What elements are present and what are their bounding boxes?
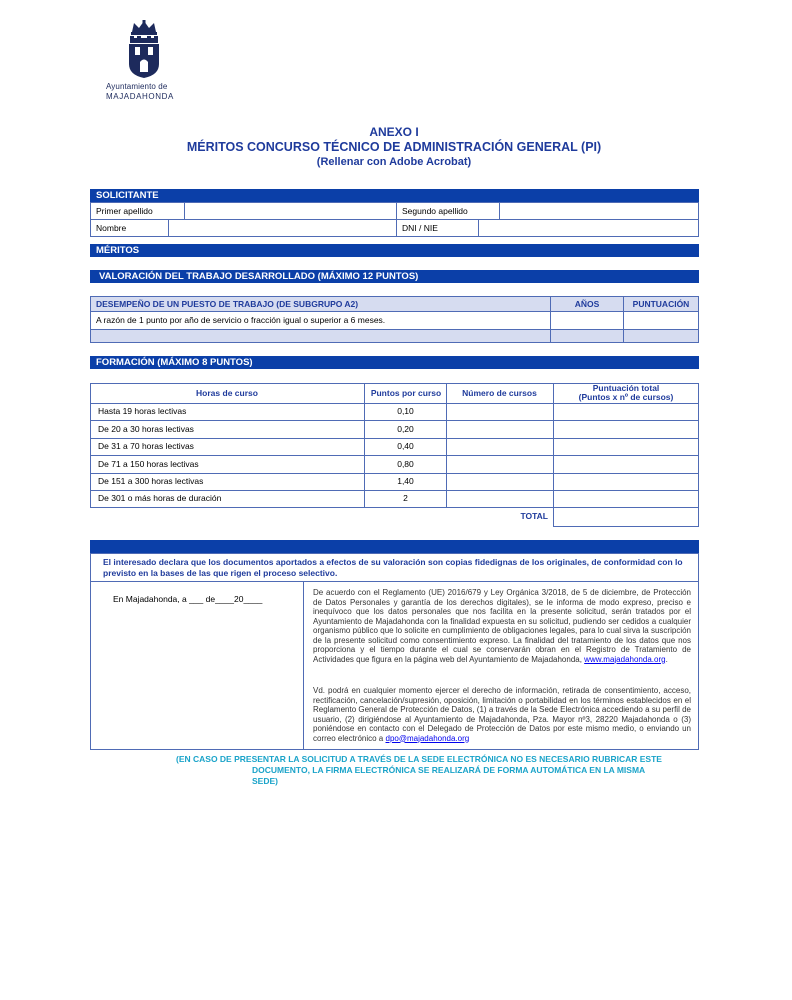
- input-dni[interactable]: [479, 220, 698, 236]
- row-points-5: 1,40: [397, 476, 414, 486]
- section-meritos: MÉRITOS: [90, 244, 699, 257]
- row-hours-3: De 31 a 70 horas lectivas: [98, 441, 194, 451]
- input-num-cursos-4[interactable]: [447, 456, 553, 473]
- section-formacion: FORMACIÓN (MÁXIMO 8 PUNTOS): [90, 356, 699, 369]
- work-experience-table: [90, 296, 699, 343]
- section-declaration-bar: [90, 540, 699, 553]
- input-segundo-apellido[interactable]: [500, 203, 698, 219]
- input-total-sum[interactable]: [554, 508, 698, 526]
- document-title: MÉRITOS CONCURSO TÉCNICO DE ADMINISTRACIÓN GENERAL (PI): [186, 140, 602, 154]
- data-protection-text-2: [313, 686, 691, 743]
- input-num-cursos-6[interactable]: [447, 491, 553, 507]
- declaration-box: [90, 553, 699, 750]
- label-nombre: Nombre: [96, 223, 127, 233]
- row-points-4: 0,80: [397, 459, 414, 469]
- dpo-email-link[interactable]: dpo@majadahonda.org: [385, 733, 470, 743]
- total-label: TOTAL: [520, 511, 548, 521]
- row-points-3: 0,40: [397, 441, 414, 451]
- declaration-text: El interesado declara que los documentos aportados a efectos de su valoración son copias fidedignas de los originales, de conformidad con lo previsto en la bases de las que rigen el proceso selectivo.: [103, 557, 683, 578]
- header-horas: Horas de curso: [196, 388, 258, 398]
- row-hours-5: De 151 a 300 horas lectivas: [98, 476, 204, 486]
- input-num-cursos-3[interactable]: [447, 439, 553, 455]
- input-total-4[interactable]: [554, 456, 698, 473]
- row-hours-4: De 71 a 150 horas lectivas: [98, 459, 199, 469]
- row-hours-1: Hasta 19 horas lectivas: [98, 406, 187, 416]
- row-points-1: 0,10: [397, 406, 414, 416]
- castle-crown-icon: [126, 20, 162, 78]
- applicant-table: [90, 202, 699, 237]
- header-puntos-curso: Puntos por curso: [370, 388, 442, 398]
- input-total-1[interactable]: [554, 404, 698, 420]
- input-num-cursos-5[interactable]: [447, 474, 553, 490]
- section-valoracion: VALORACIÓN DEL TRABAJO DESARROLLADO (MÁXIMO 12 PUNTOS): [90, 270, 699, 283]
- legal-2-text: Vd. podrá en cualquier momento ejercer el derecho de información, retirada de consentimiento, acceso, rectificación, cancelación/supresión, oposición, limitación o portabilidad en los términos establecidos en el Reglamento General de Protección de Datos, (1) a través de la Sede Electrónica accediendo a su perfil de usuario, (2) dirigiéndose al Ayuntamiento de Majadahonda, Pza. Mayor nº3, 28220 Majadahonda o (3) poniéndose en contacto con el Delegado de Protección de Datos por este mismo medio, o enviando un correo electrónico a: [313, 686, 691, 743]
- header-puntuacion: PUNTUACIÓN: [632, 299, 690, 309]
- row-hours-2: De 20 a 30 horas lectivas: [98, 424, 194, 434]
- header-numero-cursos: Número de cursos: [462, 388, 537, 398]
- legal-1-text: De acuerdo con el Reglamento (UE) 2016/679 y Ley Orgánica 3/2018, de 5 de diciembre, de Protección de Datos Personales y garantía de los derechos digitales), se le informa de modo expreso, preciso e inequívoco que los datos personales que nos facilita en la presente solicitud, serán tratados por el Ayuntamiento de Majadahonda con la finalidad expuesta en su solicitud, pudiendo ser cedidos a cualquier organismo público que lo solicite en cumplimiento de obligaciones legales, para lo cual sirva la suscripción de la presente solicitud como consentimiento expreso. La finalidad del tratamiento de los datos que nos proporciona y el tiempo durante el cual se conservarán obran en el Registro de Tratamiento de Actividades que figura en la página web del Ayuntamiento de Majadahonda,: [313, 588, 691, 664]
- row-hours-6: De 301 o más horas de duración: [98, 493, 222, 503]
- electronic-signature-note-1: (EN CASO DE PRESENTAR LA SOLICITUD A TRAVÉS DE LA SEDE ELECTRÓNICA NO ES NECESARIO RUBRICAR ESTE: [176, 754, 662, 764]
- label-dni: DNI / NIE: [402, 223, 438, 233]
- input-anos[interactable]: [551, 312, 623, 329]
- document-subtitle: (Rellenar con Adobe Acrobat): [316, 156, 472, 168]
- input-primer-apellido[interactable]: [185, 203, 396, 219]
- input-total-3[interactable]: [554, 439, 698, 455]
- row-points-6: 2: [403, 493, 408, 503]
- training-table: [90, 383, 699, 527]
- header-puntuacion-formula: (Puntos x nº de cursos): [578, 392, 674, 402]
- input-nombre[interactable]: [169, 220, 396, 236]
- row-desempeno: A razón de 1 punto por año de servicio o fracción igual o superior a 6 meses.: [96, 315, 386, 325]
- data-protection-text-1: De acuerdo con el Reglamento (UE) 2016/679 y Ley Orgánica 3/2018, de 5 de diciembre, de Protección de Datos Personales y garantía de los derechos digitales), se le informa de modo expreso, preciso e inequívoco que los datos personales que nos facilita en la presente solicitud, serán tratados por el Ayuntamiento de Majadahonda con la finalidad expuesta en su solicitud, pudiendo ser cedidos a cualquier organismo público que lo solicite en cumplimiento de obligaciones legales, para lo cual sirva la suscripción de la presente solicitud como consentimiento expreso. La finalidad del tratamiento de los datos que nos proporciona y el tiempo durante el cual se conservarán obran en el Registro de Tratamiento de Actividades que figura en la página web del Ayuntamiento de Majadahonda, www.majadahonda.org.: [313, 588, 691, 664]
- header-desempeno: DESEMPEÑO DE UN PUESTO DE TRABAJO (DE SUBGRUPO A2): [96, 299, 359, 309]
- input-num-cursos-1[interactable]: [447, 404, 553, 420]
- label-primer-apellido: Primer apellido: [96, 206, 153, 216]
- logo-line-2: MAJADAHONDA: [106, 92, 174, 101]
- label-segundo-apellido: Segundo apellido: [402, 206, 468, 216]
- place-date-line: En Majadahonda, a ___ de____20____: [113, 594, 263, 604]
- electronic-signature-note-2: DOCUMENTO, LA FIRMA ELECTRÓNICA SE REALIZARÁ DE FORMA AUTOMÁTICA EN LA MISMA: [252, 765, 646, 775]
- row-points-2: 0,20: [397, 424, 414, 434]
- header-puntuacion-total: Puntuación total: [592, 383, 660, 393]
- input-num-cursos-2[interactable]: [447, 421, 553, 438]
- input-total-2[interactable]: [554, 421, 698, 438]
- section-solicitante: SOLICITANTE: [90, 189, 699, 202]
- municipality-logo: [104, 20, 184, 102]
- input-puntuacion[interactable]: [624, 312, 698, 329]
- website-link[interactable]: www.majadahonda.org: [584, 654, 666, 664]
- input-total-5[interactable]: [554, 474, 698, 490]
- input-total-6[interactable]: [554, 491, 698, 507]
- annex-title: ANEXO I: [369, 125, 419, 139]
- electronic-signature-note-3: SEDE): [252, 776, 278, 786]
- header-anos: AÑOS: [574, 299, 600, 309]
- logo-line-1: Ayuntamiento de: [106, 82, 168, 91]
